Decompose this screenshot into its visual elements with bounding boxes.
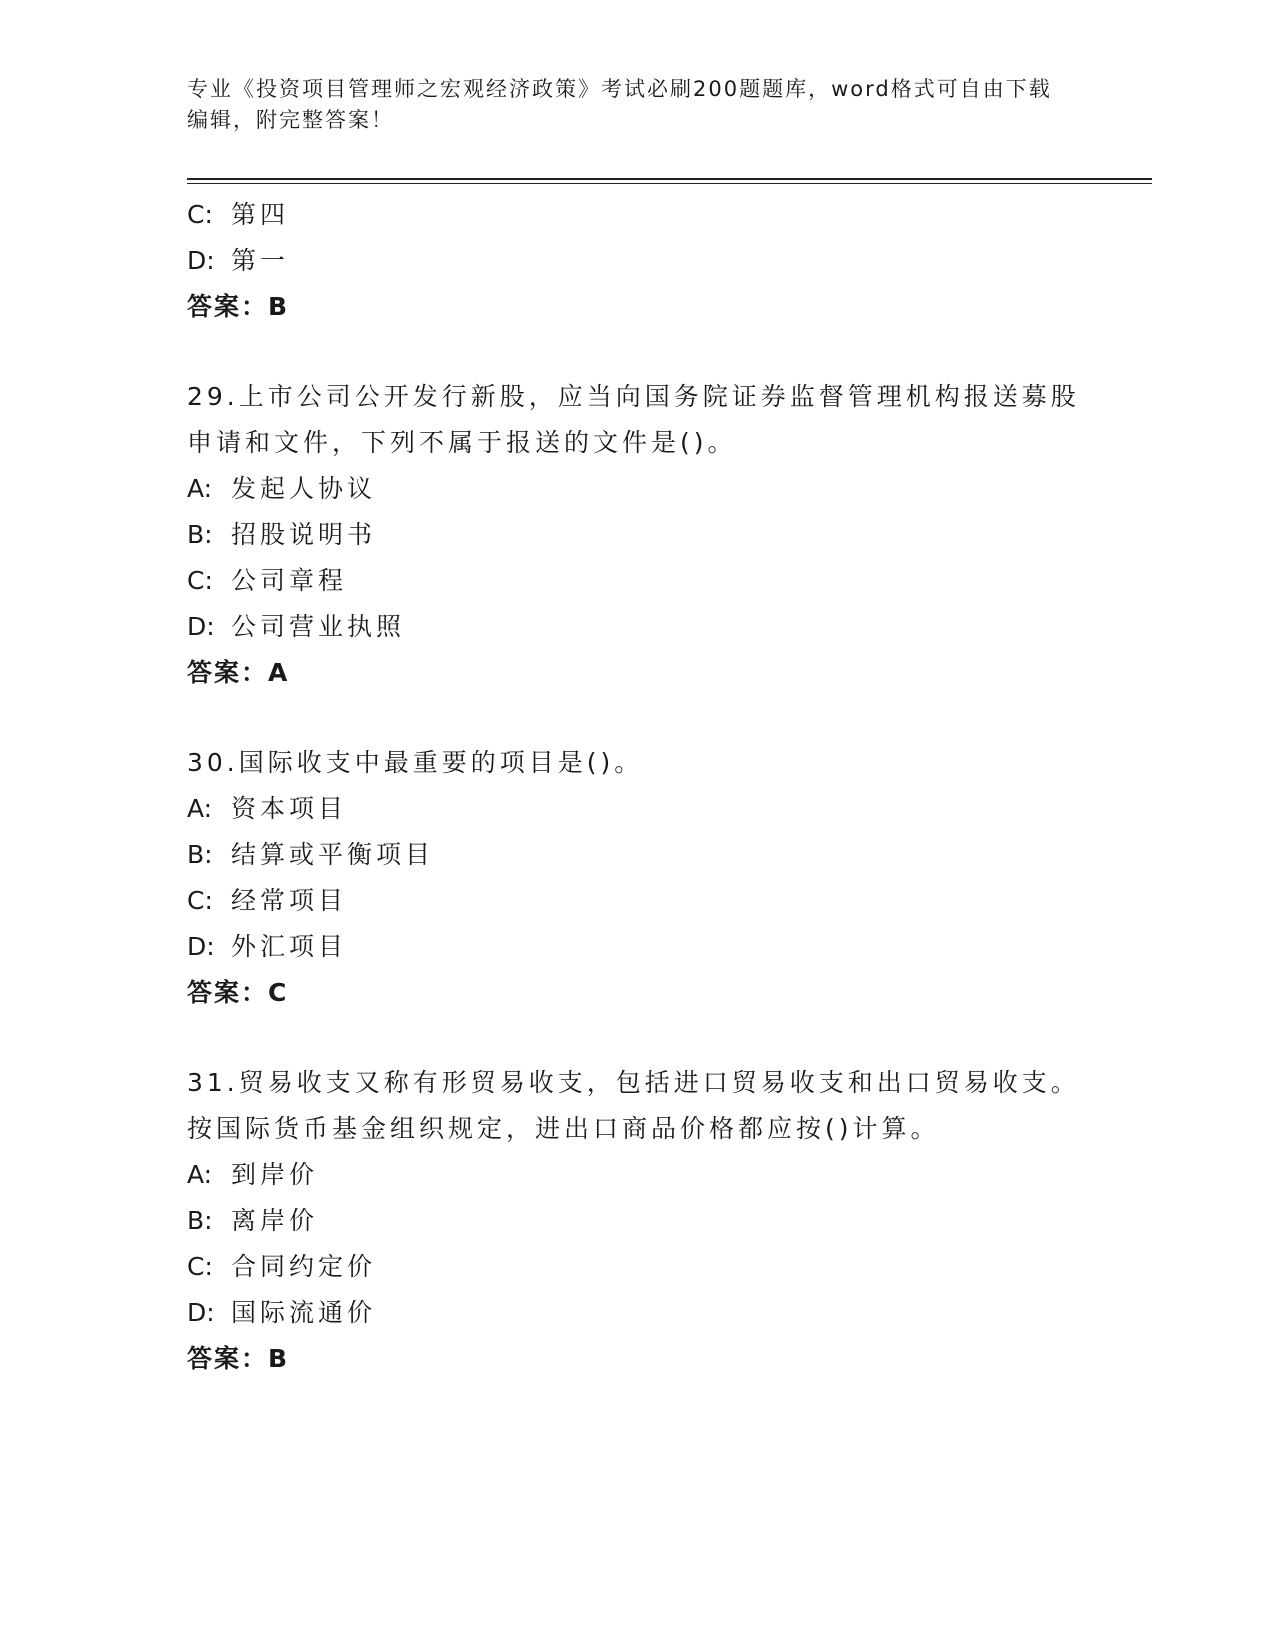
option-letter: D: — [187, 932, 215, 961]
option-b — [187, 512, 1087, 558]
question-29 — [187, 374, 1087, 696]
option-letter: B: — [187, 1206, 213, 1235]
spacer — [187, 1016, 1087, 1060]
option-text: 国际流通价 — [231, 1298, 377, 1327]
option-d — [187, 604, 1087, 650]
spacer — [187, 696, 1087, 740]
option-c — [187, 192, 1087, 238]
option-a — [187, 466, 1087, 512]
option-d — [187, 924, 1087, 970]
answer-line: 答案：B — [187, 1344, 290, 1373]
option-c — [187, 558, 1087, 604]
option-b — [187, 832, 1087, 878]
option-d — [187, 1290, 1087, 1336]
option-text: 第一 — [231, 246, 290, 275]
option-d — [187, 238, 1087, 284]
option-text: 合同约定价 — [231, 1252, 377, 1281]
option-letter: B: — [187, 840, 213, 869]
spacer — [187, 330, 1087, 374]
option-letter: A: — [187, 1160, 213, 1189]
question-stem: 31.贸易收支又称有形贸易收支，包括进口贸易收支和出口贸易收支。按国际货币基金组织规定，进出口商品价格都应按()计算。 — [187, 1068, 1080, 1143]
option-letter: D: — [187, 246, 215, 275]
option-b — [187, 1198, 1087, 1244]
option-letter: C: — [187, 566, 213, 595]
option-text: 资本项目 — [231, 794, 348, 823]
option-a — [187, 1152, 1087, 1198]
option-text: 外汇项目 — [231, 932, 348, 961]
answer-line: 答案：B — [187, 292, 290, 321]
header-divider-thin — [187, 183, 1152, 184]
option-letter: D: — [187, 1298, 215, 1327]
question-30 — [187, 740, 1087, 1016]
option-text: 到岸价 — [231, 1160, 319, 1189]
option-letter: C: — [187, 200, 213, 229]
option-text: 公司营业执照 — [231, 612, 406, 641]
answer-line: 答案：C — [187, 978, 289, 1007]
option-text: 经常项目 — [231, 886, 348, 915]
option-text: 离岸价 — [231, 1206, 319, 1235]
option-text: 发起人协议 — [231, 474, 377, 503]
option-letter: A: — [187, 794, 213, 823]
option-a — [187, 786, 1087, 832]
option-c — [187, 878, 1087, 924]
question-stem: 30.国际收支中最重要的项目是()。 — [187, 748, 644, 777]
question-list — [187, 192, 1087, 1382]
option-c — [187, 1244, 1087, 1290]
question-31 — [187, 1060, 1087, 1382]
option-letter: D: — [187, 612, 215, 641]
option-text: 第四 — [231, 200, 290, 229]
option-text: 结算或平衡项目 — [231, 840, 435, 869]
option-letter: C: — [187, 1252, 213, 1281]
answer-line: 答案：A — [187, 658, 290, 687]
option-letter: A: — [187, 474, 213, 503]
page-header: 专业《投资项目管理师之宏观经济政策》考试必刷200题题库，word格式可自由下载编辑，附完整答案！ — [187, 77, 1052, 132]
header-divider-thick — [187, 178, 1152, 180]
option-text: 招股说明书 — [231, 520, 377, 549]
question-stem: 29.上市公司公开发行新股，应当向国务院证券监督管理机构报送募股申请和文件，下列不属于报送的文件是()。 — [187, 382, 1080, 457]
option-text: 公司章程 — [231, 566, 348, 595]
option-letter: C: — [187, 886, 213, 915]
option-letter: B: — [187, 520, 213, 549]
partial-question — [187, 192, 1087, 330]
